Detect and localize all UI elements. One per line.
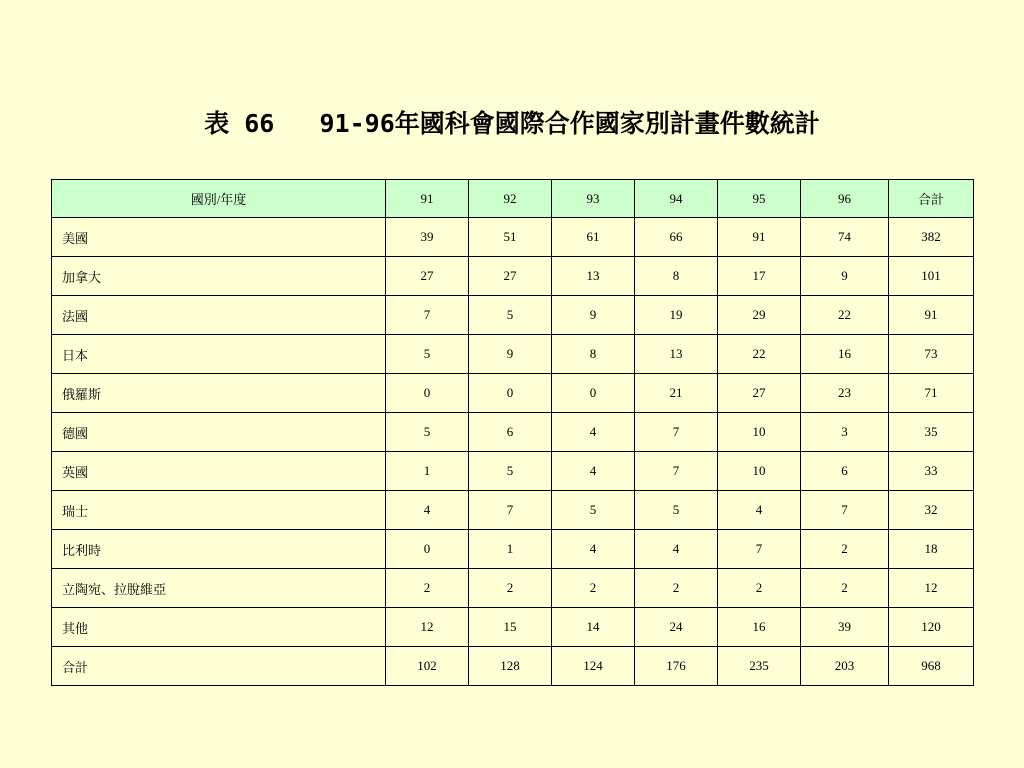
row-value-cell: 13 [552, 257, 635, 296]
row-value-cell: 8 [552, 335, 635, 374]
row-value-cell: 4 [635, 530, 718, 569]
row-value-cell: 14 [552, 608, 635, 647]
row-value-cell: 124 [552, 647, 635, 686]
row-value-cell: 0 [386, 374, 469, 413]
row-value-cell: 22 [801, 296, 889, 335]
row-value-cell: 7 [635, 452, 718, 491]
row-value-cell: 7 [386, 296, 469, 335]
table-row [52, 374, 974, 413]
column-header-96: 96 [801, 180, 889, 218]
column-header-total: 合計 [889, 180, 974, 218]
row-value-cell: 12 [386, 608, 469, 647]
table-row [52, 569, 974, 608]
row-total-cell: 91 [889, 296, 974, 335]
row-value-cell: 74 [801, 218, 889, 257]
row-country-cell: 日本 [52, 335, 386, 374]
row-value-cell: 102 [386, 647, 469, 686]
row-country-cell: 瑞士 [52, 491, 386, 530]
row-value-cell: 29 [718, 296, 801, 335]
table-row [52, 530, 974, 569]
column-header-92: 92 [469, 180, 552, 218]
row-value-cell: 4 [718, 491, 801, 530]
row-value-cell: 6 [801, 452, 889, 491]
row-value-cell: 9 [801, 257, 889, 296]
row-value-cell: 17 [718, 257, 801, 296]
row-total-cell: 12 [889, 569, 974, 608]
row-value-cell: 3 [801, 413, 889, 452]
row-country-cell: 俄羅斯 [52, 374, 386, 413]
column-header-91: 91 [386, 180, 469, 218]
row-total-cell: 120 [889, 608, 974, 647]
row-country-cell: 合計 [52, 647, 386, 686]
row-value-cell: 13 [635, 335, 718, 374]
row-value-cell: 16 [801, 335, 889, 374]
row-value-cell: 51 [469, 218, 552, 257]
column-header-country-year: 國別/年度 [52, 180, 386, 218]
row-value-cell: 21 [635, 374, 718, 413]
table-row [52, 608, 974, 647]
page-title: 表 66 91-96年國科會國際合作國家別計畫件數統計 [204, 109, 820, 138]
row-value-cell: 4 [552, 413, 635, 452]
row-value-cell: 6 [469, 413, 552, 452]
row-value-cell: 5 [386, 413, 469, 452]
row-value-cell: 24 [635, 608, 718, 647]
row-value-cell: 2 [635, 569, 718, 608]
row-total-cell: 18 [889, 530, 974, 569]
table-row [52, 296, 974, 335]
row-value-cell: 7 [635, 413, 718, 452]
row-country-cell: 加拿大 [52, 257, 386, 296]
row-total-cell: 71 [889, 374, 974, 413]
row-value-cell: 23 [801, 374, 889, 413]
column-header-93: 93 [552, 180, 635, 218]
row-total-cell: 35 [889, 413, 974, 452]
table-row [52, 452, 974, 491]
row-value-cell: 2 [718, 569, 801, 608]
row-value-cell: 4 [552, 452, 635, 491]
row-total-cell: 101 [889, 257, 974, 296]
row-total-cell: 73 [889, 335, 974, 374]
row-value-cell: 16 [718, 608, 801, 647]
row-value-cell: 0 [552, 374, 635, 413]
row-value-cell: 1 [386, 452, 469, 491]
row-value-cell: 7 [801, 491, 889, 530]
column-header-95: 95 [718, 180, 801, 218]
row-value-cell: 15 [469, 608, 552, 647]
row-country-cell: 其他 [52, 608, 386, 647]
row-value-cell: 5 [469, 452, 552, 491]
row-value-cell: 0 [386, 530, 469, 569]
row-value-cell: 5 [469, 296, 552, 335]
row-value-cell: 4 [552, 530, 635, 569]
row-value-cell: 1 [469, 530, 552, 569]
row-value-cell: 4 [386, 491, 469, 530]
row-value-cell: 203 [801, 647, 889, 686]
row-value-cell: 27 [718, 374, 801, 413]
row-value-cell: 7 [469, 491, 552, 530]
row-value-cell: 10 [718, 413, 801, 452]
table-row [52, 491, 974, 530]
row-value-cell: 61 [552, 218, 635, 257]
row-value-cell: 39 [801, 608, 889, 647]
row-value-cell: 9 [552, 296, 635, 335]
row-value-cell: 5 [386, 335, 469, 374]
row-country-cell: 法國 [52, 296, 386, 335]
row-country-cell: 美國 [52, 218, 386, 257]
row-country-cell: 比利時 [52, 530, 386, 569]
row-country-cell: 英國 [52, 452, 386, 491]
row-total-cell: 968 [889, 647, 974, 686]
row-total-cell: 33 [889, 452, 974, 491]
table-header-row [52, 180, 974, 218]
table-body [52, 218, 974, 686]
row-value-cell: 235 [718, 647, 801, 686]
statistics-table [51, 179, 974, 686]
row-value-cell: 10 [718, 452, 801, 491]
row-value-cell: 27 [386, 257, 469, 296]
row-value-cell: 19 [635, 296, 718, 335]
row-value-cell: 5 [635, 491, 718, 530]
row-country-cell: 德國 [52, 413, 386, 452]
row-value-cell: 2 [469, 569, 552, 608]
table-row [52, 257, 974, 296]
table-row [52, 647, 974, 686]
table-row [52, 413, 974, 452]
row-value-cell: 27 [469, 257, 552, 296]
row-value-cell: 8 [635, 257, 718, 296]
row-value-cell: 176 [635, 647, 718, 686]
row-value-cell: 39 [386, 218, 469, 257]
row-value-cell: 5 [552, 491, 635, 530]
row-value-cell: 7 [718, 530, 801, 569]
row-total-cell: 382 [889, 218, 974, 257]
table-row [52, 335, 974, 374]
column-header-94: 94 [635, 180, 718, 218]
row-value-cell: 9 [469, 335, 552, 374]
row-value-cell: 2 [801, 569, 889, 608]
row-value-cell: 91 [718, 218, 801, 257]
row-value-cell: 128 [469, 647, 552, 686]
row-total-cell: 32 [889, 491, 974, 530]
row-country-cell: 立陶宛、拉脫維亞 [52, 569, 386, 608]
row-value-cell: 66 [635, 218, 718, 257]
row-value-cell: 2 [386, 569, 469, 608]
table-row [52, 218, 974, 257]
row-value-cell: 2 [552, 569, 635, 608]
row-value-cell: 22 [718, 335, 801, 374]
row-value-cell: 0 [469, 374, 552, 413]
row-value-cell: 2 [801, 530, 889, 569]
